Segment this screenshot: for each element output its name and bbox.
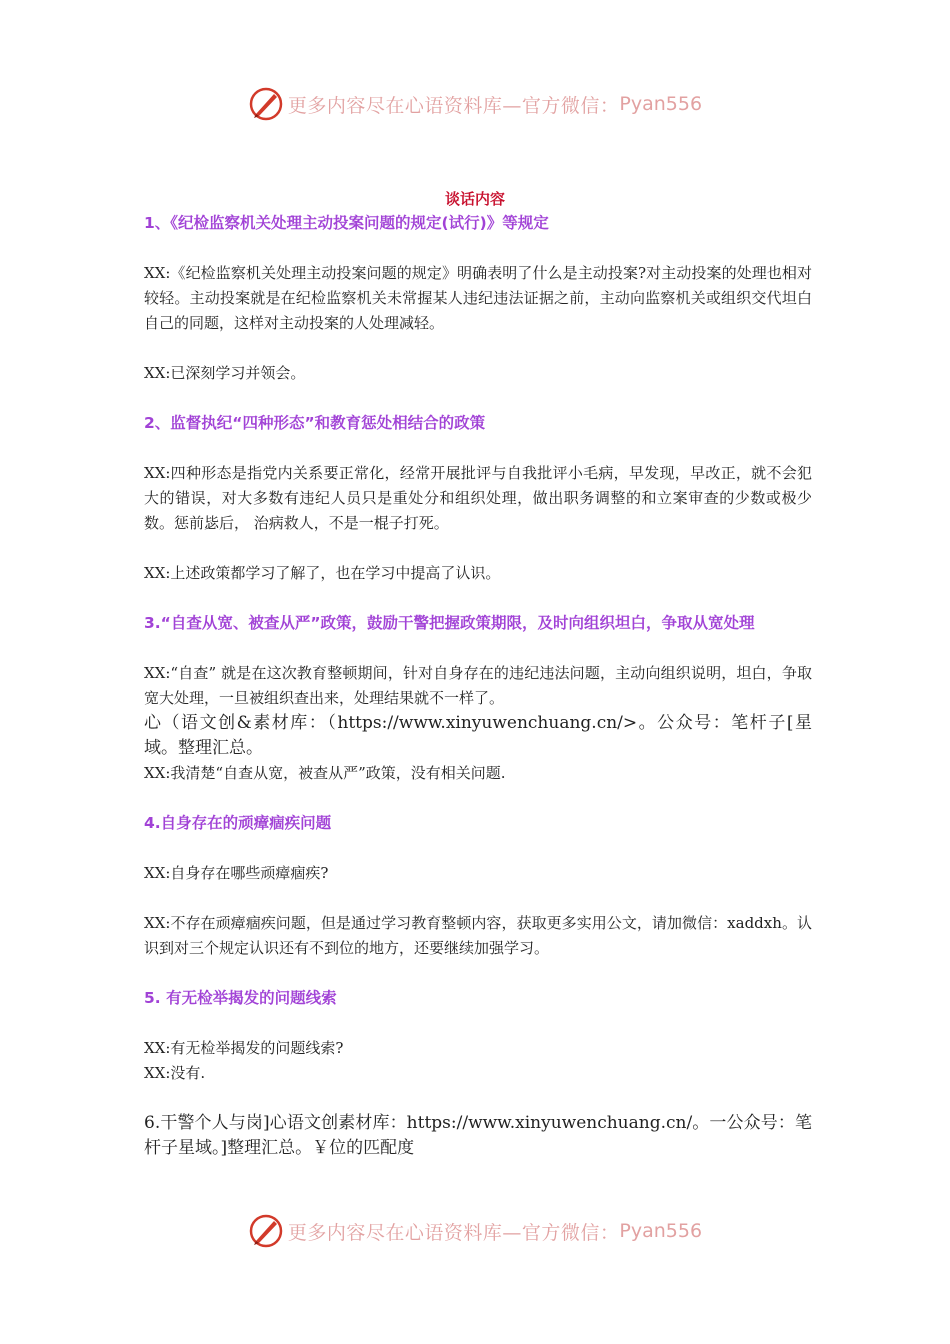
banner-text: 更多内容尽在心语资料库—官方微信： — [287, 94, 620, 117]
section-3-source-note: 心（语文创&素材库：（https://www.xinyuwenchuang.cn/>。公众号：笔杆子[星域。整理汇总。 — [144, 713, 812, 758]
section-heading-3: 3.“自查从宽、被查从严”政策，鼓励干警把握政策期限，及时向组织坦白，争取从宽处理 — [144, 614, 755, 632]
section-2-para-1: XX:四种形态是指党内关系要正常化，经常开展批评与自我批评小毛病，早发现，早改正，就不会犯大的错误，对大多数有违纪人员只是重处分和组织处理，做出职务调整的和立案审查的少数或极少数。惩前毖后， 治病救人，不是一棍子打死。 — [144, 464, 812, 532]
document-body — [144, 211, 812, 1161]
section-4-para-1: XX:自身存在哪些顽瘴痼疾? — [144, 864, 329, 882]
document-title: 谈话内容 — [444, 190, 505, 208]
banner-text: 更多内容尽在心语资料库—官方微信： — [287, 1221, 620, 1244]
final-paragraph: 6.干警个人与岗]心语文创素材库：https://www.xinyuwenchuang.cn/。一公众号：笔杆子星域。]整理汇总。￥位的匹配度 — [144, 1113, 812, 1158]
section-3-para-1: XX:“自查” 就是在这次教育整顿期间，针对自身存在的违纪违法问题，主动向组织说明，坦白，争取宽大处理，一旦被组织查出来，处理结果就不一样了。 — [144, 664, 812, 707]
section-heading-1: 1、《纪检监察机关处理主动投案问题的规定(试行)》等规定 — [144, 214, 549, 232]
section-heading-4: 4.自身存在的顽瘴痼疾问题 — [144, 814, 332, 832]
section-4-para-2: XX:不存在顽瘴痼疾问题，但是通过学习教育整顿内容，获取更多实用公文，请加微信：xaddxh。认识到对三个规定认识还有不到位的地方，还要继续加强学习。 — [144, 914, 812, 957]
pen-logo-icon — [248, 86, 284, 122]
section-3-para-2: XX:我清楚“自查从宽，被查从严”政策，没有相关问题. — [144, 764, 506, 782]
section-1-para-2: XX:已深刻学习并领会。 — [144, 364, 306, 382]
footer-banner — [0, 1211, 950, 1251]
section-5-line-1: XX:有无检举揭发的问题线索? — [144, 1039, 344, 1057]
section-5-line-2: XX:没有. — [144, 1064, 206, 1082]
section-1-para-1: XX:《纪检监察机关处理主动投案问题的规定》明确表明了什么是主动投案?对主动投案的处理也相对较轻。主动投案就是在纪检监察机关未常握某人违纪违法证据之前，主动向监察机关或组织交代坦白自己的同题，这样对主动投案的人处理减轻。 — [144, 264, 812, 332]
header-banner — [0, 84, 950, 124]
section-heading-5: 5. 有无检举揭发的问题线索 — [144, 989, 337, 1007]
section-2-para-2: XX:上述政策都学习了解了，也在学习中提高了认识。 — [144, 564, 501, 582]
banner-wechat-id: Pyan556 — [619, 1220, 703, 1242]
section-heading-2: 2、监督执纪“四种形态”和教育惩处相结合的政策 — [144, 414, 486, 432]
banner-wechat-id: Pyan556 — [619, 93, 703, 115]
pen-logo-icon — [248, 1213, 284, 1249]
